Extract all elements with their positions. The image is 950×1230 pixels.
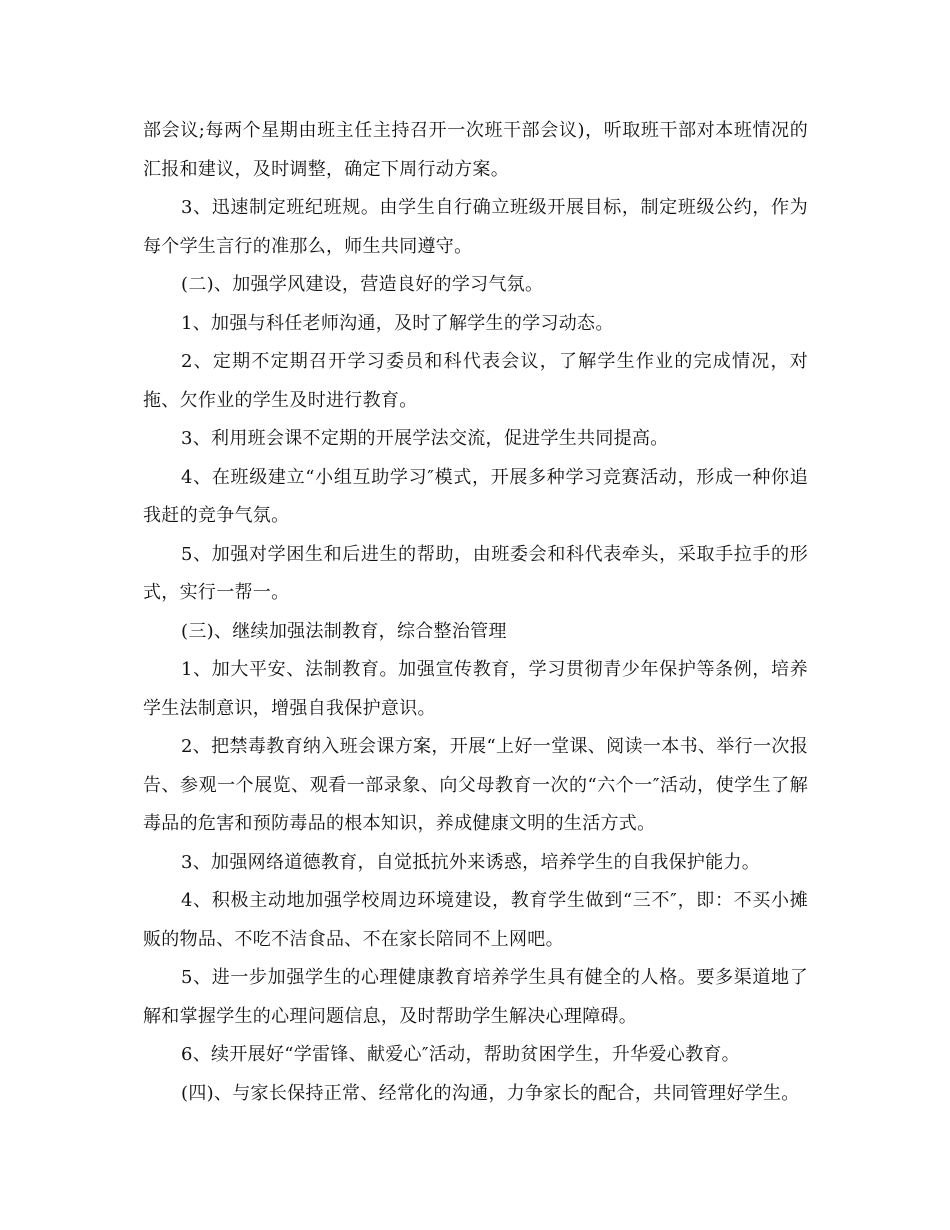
paragraph-item: 4、在班级建立“小组互助学习″模式，开展多种学习竞赛活动，形成一种你追我赶的竞争气氛。 — [143, 466, 808, 526]
paragraph-item: 4、积极主动地加强学校周边环境建设，教育学生做到“三不″，即：不买小摊贩的物品、不吃不洁食品、不在家长陪同不上网吧。 — [143, 890, 808, 950]
paragraph-item: 6、续开展好“学雷锋、献爱心″活动，帮助贫困学生，升华爱心教育。 — [181, 1044, 740, 1065]
paragraph-item: 5、进一步加强学生的心理健康教育培养学生具有健全的人格。要多渠道地了解和掌握学生的心理问题信息，及时帮助学生解决心理障碍。 — [143, 967, 808, 1027]
section-heading-4: (四)、与家长保持正常、经常化的沟通，力争家长的配合，共同管理好学生。 — [181, 1082, 800, 1104]
paragraph-item: 1、加大平安、法制教育。加强宣传教育，学习贯彻青少年保护等条例，培养学生法制意识，增强自我保护意识。 — [143, 659, 808, 719]
document-body — [143, 112, 808, 1113]
section-heading-2: (二)、加强学风建设，营造良好的学习气氛。 — [181, 274, 544, 295]
paragraph-item: 2、定期不定期召开学习委员和科代表会议，了解学生作业的完成情况，对拖、欠作业的学生及时进行教育。 — [143, 351, 808, 411]
paragraph-class-rules: 3、迅速制定班纪班规。由学生自行确立班级开展目标，制定班级公约，作为每个学生言行的准那么，师生共同遵守。 — [143, 197, 808, 257]
section-heading-3: (三)、继续加强法制教育，综合整治管理 — [181, 620, 507, 642]
paragraph-continuation: 部会议;每两个星期由班主任主持召开一次班干部会议)，听取班干部对本班情况的汇报和建议，及时调整，确定下周行动方案。 — [143, 120, 808, 180]
paragraph-item: 3、利用班会课不定期的开展学法交流，促进学生共同提高。 — [181, 428, 669, 449]
paragraph-item: 2、把禁毒教育纳入班会课方案，开展“上好一堂课、阅读一本书、举行一次报告、参观一个展览、观看一部录象、向父母教育一次的“六个一″活动，使学生了解毒品的危害和预防毒品的根本知识，养成健康文明的生活方式。 — [143, 736, 808, 834]
paragraph-item: 1、加强与科任老师沟通，及时了解学生的学习动态。 — [181, 312, 614, 334]
paragraph-item: 3、加强网络道德教育，自觉抵抗外来诱惑，培养学生的自我保护能力。 — [181, 851, 761, 873]
paragraph-item: 5、加强对学困生和后进生的帮助，由班委会和科代表牵头，采取手拉手的形式，实行一帮一。 — [143, 543, 808, 603]
